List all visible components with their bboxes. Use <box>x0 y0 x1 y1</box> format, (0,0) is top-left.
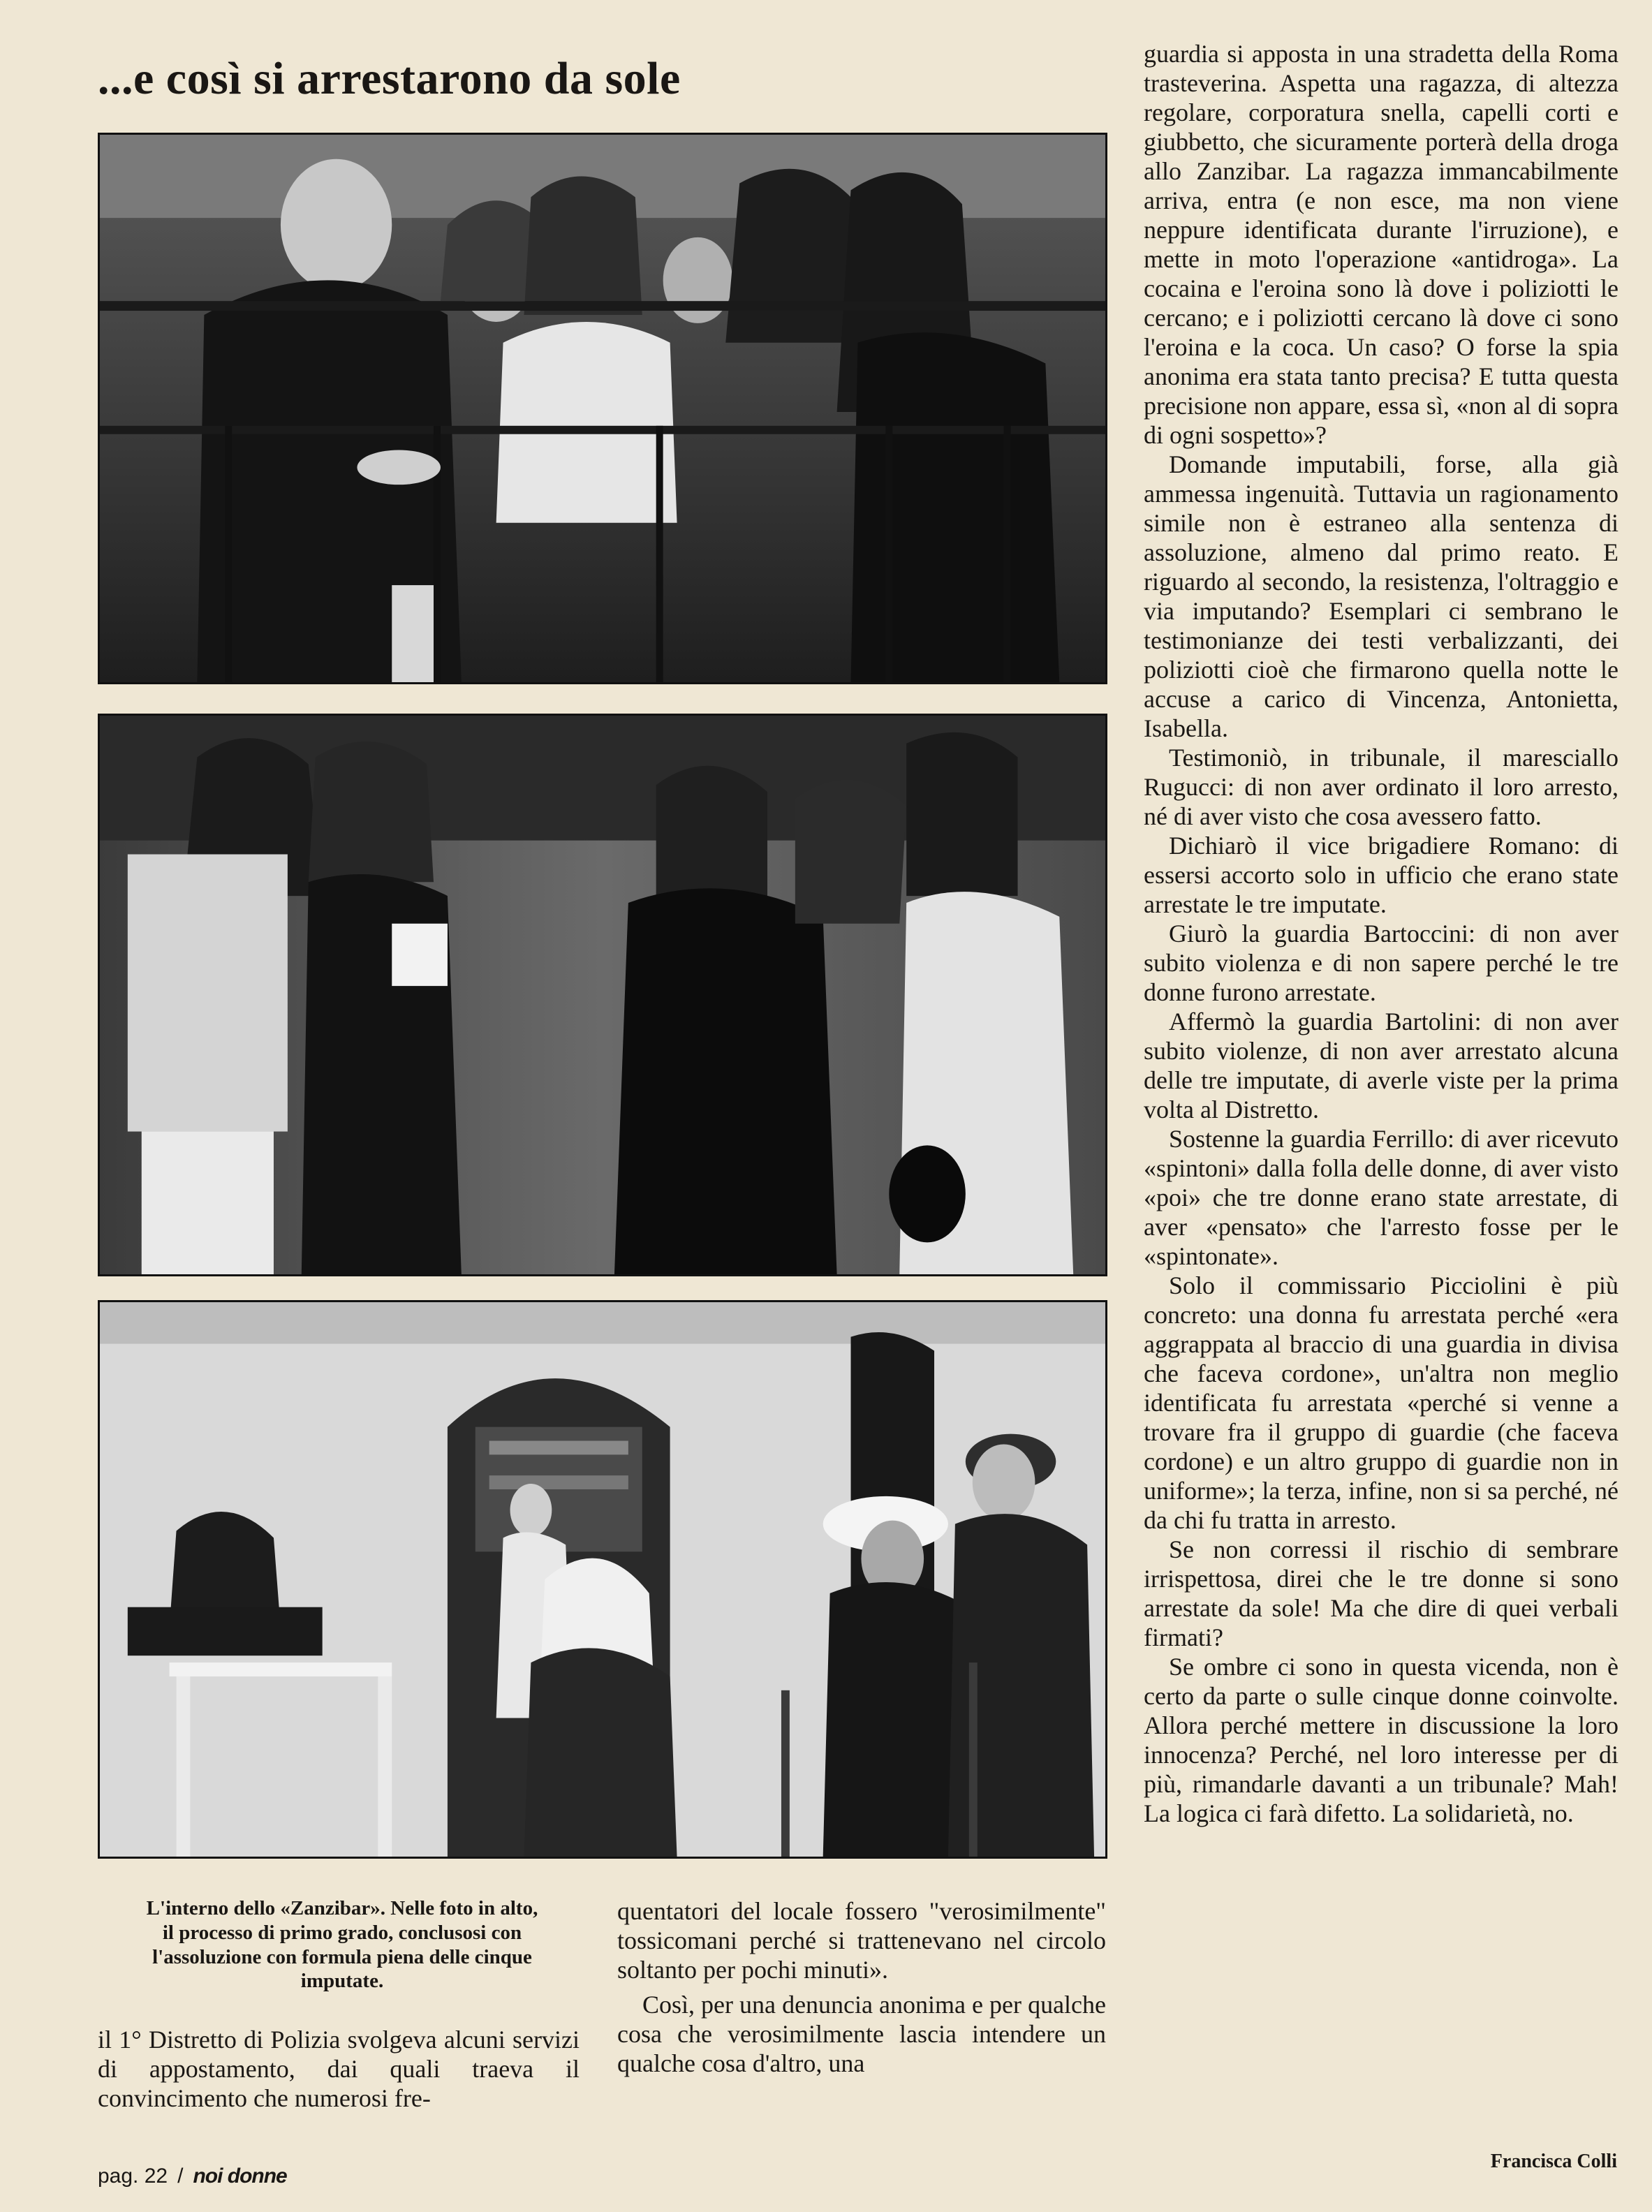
page-number: pag. 22 <box>98 2165 168 2188</box>
photo-caption <box>126 1896 559 1993</box>
paragraph: Solo il commissario Picciolini è più concreto: una donna fu arrestata perché «era aggrappata al braccio di una guardia in divisa che faceva cordone», un'altra non meglio identificata fu arrestata «perché si venne a trovare fra il gruppo di guardie (che faceva cordone) e un altro gruppo di guardie non in uniforme»; la terza, infine, non si sa perché, né da chi fu tratta in arresto. <box>1144 1271 1618 1534</box>
caption-line: imputate. <box>300 1970 384 1993</box>
article-title: ...e così si arrestarono da sole <box>98 53 681 104</box>
photo-courtroom-image <box>100 135 1105 682</box>
paragraph: Se non corressi il rischio di sembrare irrispettosa, direi che le tre donne si sono arrestate da sole! Ma che dire di quei verbali firmati? <box>1144 1535 1618 1651</box>
column-bottom-middle <box>617 1896 1106 2078</box>
paragraph: Giurò la guardia Bartoccini: di non aver subito violenza e di non sapere perché le tre donne furono arrestate. <box>1144 920 1618 1006</box>
paragraph: Affermò la guardia Bartolini: di non aver subito violenze, di non aver arrestato alcuna delle tre imputate, di averle viste per la prima volta al Distretto. <box>1144 1008 1618 1123</box>
page-footer <box>98 2165 287 2188</box>
photo-tribunal-image <box>100 716 1105 1274</box>
caption-line: il processo di primo grado, conclusosi con <box>162 1921 522 1944</box>
paragraph: Testimoniò, in tribunale, il maresciallo Rugucci: di non aver ordinato il loro arresto, né di aver visto che cosa avessero fatto. <box>1144 744 1618 830</box>
photo-zanzibar-image <box>100 1302 1105 1857</box>
photo-courtroom <box>98 133 1107 684</box>
paragraph: guardia si apposta in una stradetta della Roma trasteverina. Aspetta una ragazza, di altezza regolare, corporatura snella, capelli corti e giubbetto, che sicuramente porterà della droga allo Zanzibar. La ragazza immancabilmente arriva, entra (e non esce, ma non viene neppure identificata durante l'irruzione), e mette in moto l'operazione «antidroga». La cocaina e l'eroina sono là dove i poliziotti le cercano; e i poliziotti cercano là dove ci sono l'eroina e la coca. Un caso? O forse la spia anonima era stata tanto precisa? E tutta questa precisione non appare, essa sì, «non al di sopra di ogni sospetto»? <box>1144 40 1618 449</box>
paragraph: Sostenne la guardia Ferrillo: di aver ricevuto «spintoni» dalla folla delle donne, di aver visto «poi» che tre donne erano state arrestate, di aver «pensato» che l'arresto fosse per le «spintonate». <box>1144 1125 1618 1270</box>
footer-separator: / <box>177 2165 184 2188</box>
paragraph: Se ombre ci sono in questa vicenda, non è certo da parte o sulle cinque donne coinvolte. Allora perché mettere in discussione la loro innocenza? Perché, nel loro interesse per di più, rimandarle davanti a un tribunale? Mah! La logica ci farà difetto. La solidarietà, no. <box>1144 1653 1618 1827</box>
photo-zanzibar <box>98 1300 1107 1859</box>
paragraph: il 1° Distretto di Polizia svolgeva alcuni servizi di appostamento, dai quali traeva il convincimento che numerosi fre- <box>98 2026 580 2112</box>
caption-line: L'interno dello «Zanzibar». Nelle foto in alto, <box>146 1897 538 1919</box>
paragraph: quentatori del locale fossero "verosimilmente" tossicomani perché si trattenevano nel circolo soltanto per pochi minuti». <box>617 1897 1106 1984</box>
magazine-name: noi donne <box>193 2165 287 2188</box>
caption-line: l'assoluzione con formula piena delle cinque <box>152 1945 532 1968</box>
paragraph: Così, per una denuncia anonima e per qualche cosa che verosimilmente lascia intendere un qualche cosa d'altro, una <box>617 1991 1106 2077</box>
paragraph: Dichiarò il vice brigadiere Romano: di essersi accorto solo in ufficio che erano state arrestate le tre imputate. <box>1144 832 1618 918</box>
author-signature: Francisca Colli <box>1490 2151 1617 2172</box>
column-right <box>1144 39 1618 1828</box>
paragraph: Domande imputabili, forse, alla già ammessa ingenuità. Tuttavia un ragionamento simile non è estraneo alla sentenza di assoluzione, almeno dal primo reato. E riguardo al secondo, la resistenza, l'oltraggio e via imputando? Esemplari ci sembrano le testimonianze dei testi verbalizzanti, dei poliziotti cioè che firmarono quella notte le accuse a carico di Vincenza, Antonietta, Isabella. <box>1144 450 1618 742</box>
photo-tribunal <box>98 714 1107 1276</box>
